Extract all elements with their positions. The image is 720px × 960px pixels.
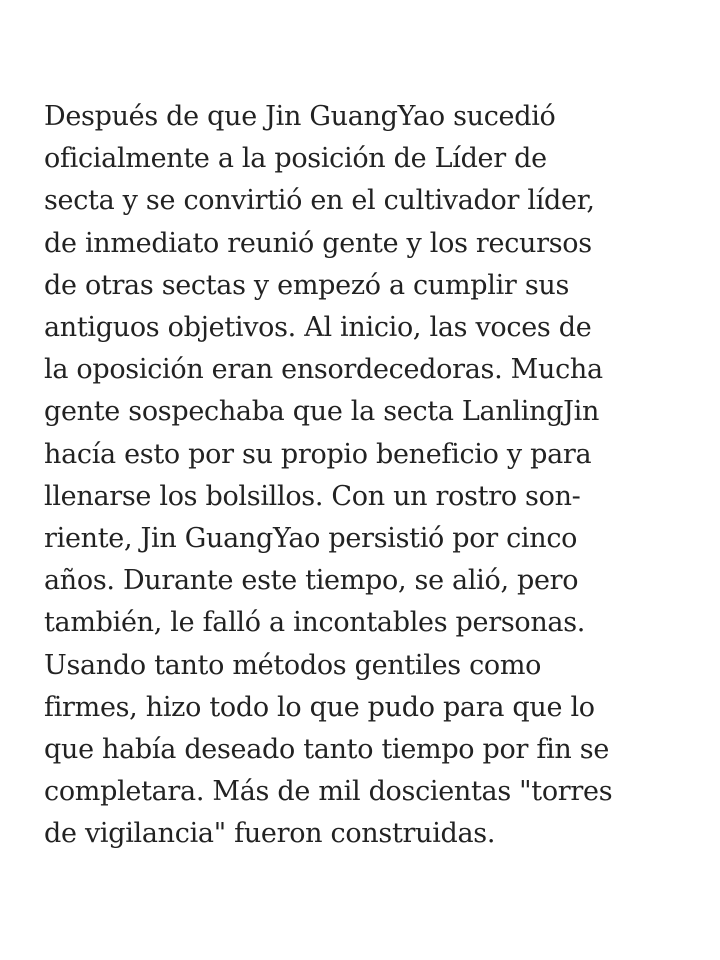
text-line: la oposición eran ensordecedoras. Mucha — [44, 354, 603, 386]
text-line: firmes, hizo todo lo que pudo para que lo — [44, 691, 595, 723]
text-line: también, le falló a incontables personas. — [44, 607, 586, 639]
text-line: llenarse los bolsillos. Con un rostro son- — [44, 480, 581, 512]
text-line: antiguos objetivos. Al inicio, las voces de — [44, 312, 592, 344]
text-line: gente sospechaba que la secta LanlingJin — [44, 396, 600, 428]
text-line: secta y se convirtió en el cultivador líder, — [44, 185, 595, 217]
text-line: de inmediato reunió gente y los recursos — [44, 227, 592, 259]
text-line: completara. Más de mil doscientas "torres — [44, 776, 613, 808]
text-line: oficialmente a la posición de Líder de — [44, 143, 547, 175]
text-line: Usando tanto métodos gentiles como — [44, 649, 542, 681]
text-line: de vigilancia" fueron construidas. — [44, 818, 496, 850]
text-line: hacía esto por su propio beneficio y para — [44, 438, 592, 470]
text-line: riente, Jin GuangYao persistió por cinco — [44, 523, 578, 555]
paragraph — [44, 96, 704, 856]
text-line: de otras sectas y empezó a cumplir sus — [44, 269, 570, 301]
text-line: Después de que Jin GuangYao sucedió — [44, 101, 556, 132]
text-line: que había deseado tanto tiempo por fin se — [44, 734, 610, 766]
text-line: años. Durante este tiempo, se alió, pero — [44, 565, 579, 597]
